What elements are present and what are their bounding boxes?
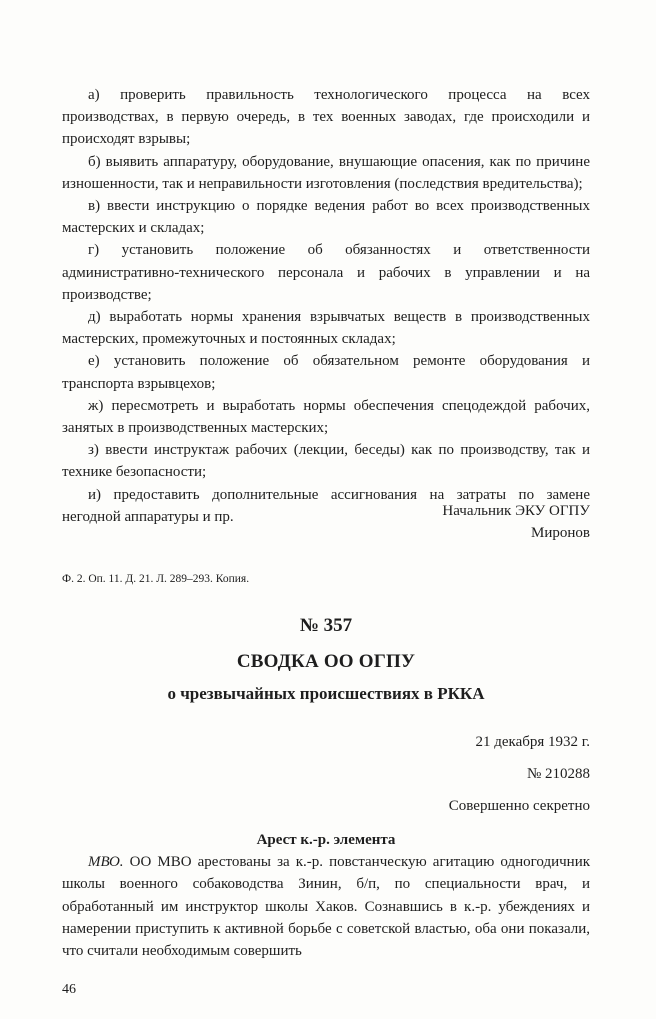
list-item: г) установить положение об обязанностях и ответственности административно-технического персонала и рабочих в управлении и на производстве; xyxy=(62,242,590,303)
list-item: ж) пересмотреть и выработать нормы обеспечения спецодеждой рабочих, занятых в производственных мастерских; xyxy=(62,397,590,437)
list-item: б) выявить аппаратуру, оборудование, внушающие опасения, как по причине изношенности, так и неправильности изготовления (последствия вредительства); xyxy=(62,153,590,192)
list-item: д) выработать нормы хранения взрывчатых веществ в производственных мастерских, промежуточных и постоянных складах; xyxy=(62,309,590,348)
section-lead: МВО. xyxy=(88,854,124,871)
section-text: ОО МВО арестованы за к.-р. повстанческую агитацию одногодичник школы военного собаководства Зинин, б/п, по специальности врач, и обработанный им инструктор школы Хаков. Сознавшись в к.-р. убеждениях и намерении приступить к активной борьбе с советской властью, оба они показали, что считали необходимым совершить xyxy=(62,854,591,960)
section-heading: Арест к.-р. элемента xyxy=(256,832,396,848)
document-reg-block xyxy=(62,763,590,785)
document-subtitle: о чрезвычайных происшествиях в РККА xyxy=(167,684,485,703)
document-header xyxy=(62,615,590,637)
document-meta xyxy=(62,731,590,753)
document-classification-block xyxy=(62,795,590,817)
document-title: СВОДКА ОО ОГПУ xyxy=(236,651,416,672)
measures-list xyxy=(62,84,590,528)
document-date: 21 декабря 1932 г. xyxy=(475,734,590,750)
source-citation: Ф. 2. Оп. 11. Д. 21. Л. 289–293. Копия. xyxy=(62,573,250,585)
signature-title: Начальник ЭКУ ОГПУ xyxy=(442,503,590,519)
section xyxy=(62,829,590,962)
document-title-block xyxy=(62,651,590,673)
list-item: е) установить положение об обязательном ремонте оборудования и транспорта взрывцехов; xyxy=(62,353,590,392)
archive-source xyxy=(62,568,590,590)
document-reg-number: № 210288 xyxy=(526,766,590,782)
document-classification: Совершенно секретно xyxy=(448,798,590,814)
signature-block xyxy=(62,500,590,544)
page-number: 46 xyxy=(62,982,76,997)
signature-name: Миронов xyxy=(531,525,590,542)
document-subtitle-block xyxy=(62,683,590,705)
list-item: з) ввести инструктаж рабочих (лекции, беседы) как по производству, так и технике безопасности; xyxy=(62,442,590,481)
list-item: в) ввести инструкцию о порядке ведения работ во всех производственных мастерских и складах; xyxy=(62,198,590,237)
list-item: и) предоставить дополнительные ассигнования на затраты по замене негодной аппаратуры и пр. xyxy=(62,486,590,525)
document-number: № 357 xyxy=(299,615,353,636)
section-paragraph xyxy=(62,851,590,962)
list-item: а) проверить правильность технологического процесса на всех производствах, в первую очередь, в тех военных заводах, где происходили и происходят взрывы; xyxy=(62,87,590,148)
